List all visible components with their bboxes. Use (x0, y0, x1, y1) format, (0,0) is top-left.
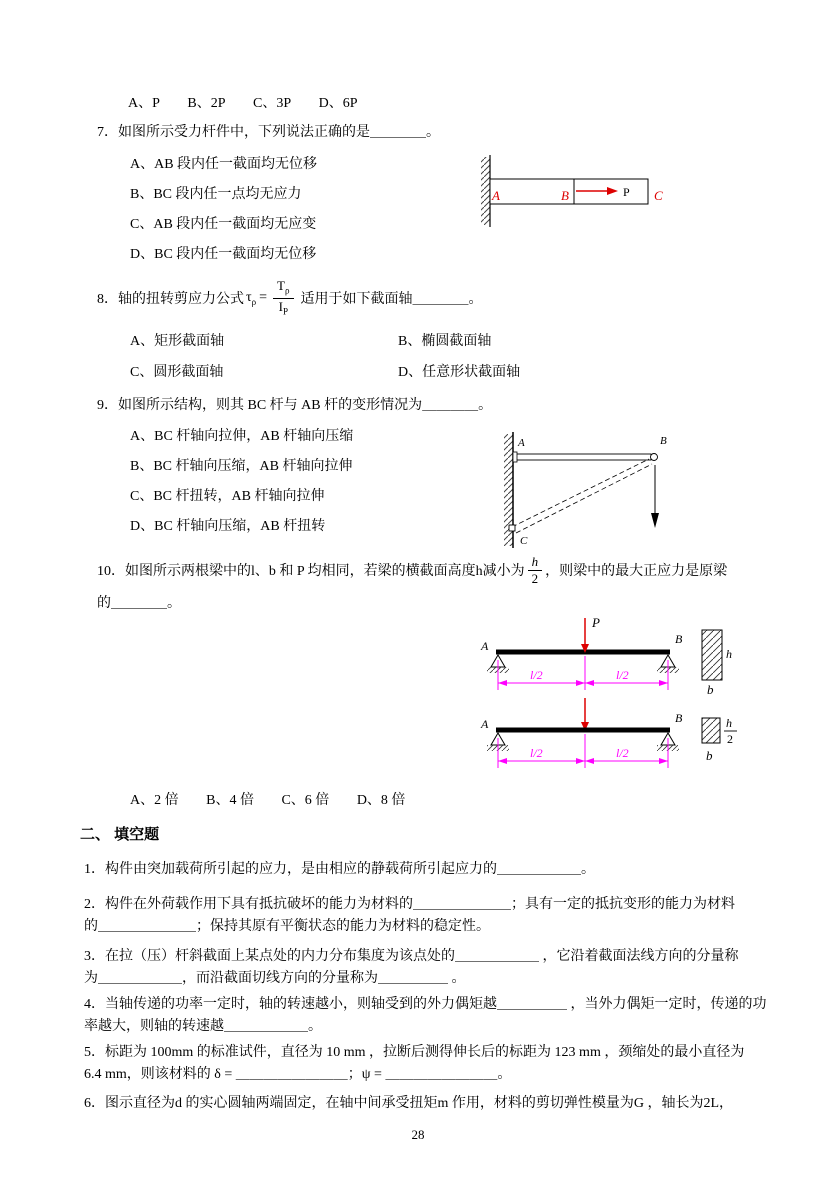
q9-label-c: C (520, 535, 528, 547)
q10-fraction (528, 555, 543, 585)
q8-stem-suffix: 适用于如下截面轴＿＿＿＿。 (300, 292, 483, 307)
q10-option-c: C、6 倍 (281, 793, 330, 808)
prev-option-b: B、2P (187, 96, 226, 111)
q8-equals: = (259, 290, 268, 305)
beam1-label-b: B (675, 632, 683, 646)
q8-tau-sub: ρ (251, 296, 257, 307)
q7-stem: 7．如图所示受力杆件中，下列说法正确的是＿＿＿＿。 (97, 125, 440, 140)
beam2-cs-b-label: b (706, 748, 713, 763)
q8-option-c: C、圆形截面轴 (130, 365, 224, 380)
q7-force-label: P (623, 185, 630, 199)
q9-option-d: D、BC 杆轴向压缩，AB 杆扭转 (130, 519, 326, 534)
q8-den-main: I (278, 298, 283, 314)
q9-joint-b (651, 454, 658, 461)
q8-option-d: D、任意形状截面轴 (398, 365, 521, 380)
q8-option-b: B、椭圆截面轴 (398, 334, 492, 349)
q9-figure (496, 428, 676, 552)
beam2-dim-left-label: l/2 (530, 746, 543, 760)
q9-bar-ab (513, 454, 651, 460)
prev-question-options (128, 92, 382, 112)
q10-option-d: D、8 倍 (356, 793, 406, 808)
q8-tau: τ (246, 289, 252, 305)
fill-q5-line1: 5．标距为 100mm 的标准试件，直径为 10 mm ，拉断后测得伸长后的标距为 123 mm ，颈缩处的最小直径为 (84, 1045, 745, 1060)
q10-fraction-numerator: h (528, 555, 543, 571)
q10-stem-part1: 10．如图所示两根梁中的l、b 和 P 均相同，若梁的横截面高度h减小为 (97, 564, 525, 579)
page-number: 28 (411, 1127, 425, 1142)
beam2-cross-section (702, 718, 720, 743)
fill-q1-line1: 1．构件由突加载荷所引起的应力，是由相应的静载荷所引起应力的＿＿＿＿＿＿。 (84, 862, 595, 877)
q8-den-sub: P (282, 306, 288, 317)
prev-option-c: C、3P (253, 96, 292, 111)
q10-stem-line2: 的＿＿＿＿。 (97, 596, 181, 611)
q9-joint-c (509, 525, 515, 531)
beam2-cs-frac-den: 2 (727, 732, 733, 746)
q7-option-a: A、AB 段内任一截面均无位移 (130, 157, 318, 172)
fill-q5-line2: 6.4 mm，则该材料的 δ = ＿＿＿＿＿＿＿＿；ψ = ＿＿＿＿＿＿＿＿。 (84, 1067, 512, 1082)
q7-wall-hatch (481, 157, 490, 225)
q8-options (130, 331, 520, 383)
q7-label-a: A (492, 188, 500, 203)
fill-q2 (84, 894, 780, 938)
q8-fraction-numerator (273, 279, 293, 298)
q9-load-arrowhead (651, 513, 659, 528)
beam2-dim-right-label: l/2 (616, 746, 629, 760)
fill-q4-line2: 率越大，则轴的转速越＿＿＿＿＿＿。 (84, 1019, 322, 1034)
q8-stem-prefix: 8．轴的扭转剪应力公式 (97, 292, 244, 307)
q9-option-c: C、BC 杆扭转，AB 杆轴向拉伸 (130, 489, 325, 504)
beam1-cs-b-label: b (707, 682, 714, 697)
fill-q6-line1: 6．图示直径为d 的实心圆轴两端固定，在轴中间承受扭矩m 作用，材料的剪切弹性模量为G ，轴长为2L， (84, 1096, 734, 1111)
q8-num-sub: ρ (285, 286, 290, 297)
beam1-dim-right-label: l/2 (616, 668, 629, 682)
q7-label-b: B (561, 188, 569, 203)
fill-q3-line2: 为＿＿＿＿＿＿，而沿截面切线方向的分量称为＿＿＿＿＿ 。 (84, 971, 466, 986)
q9-bar-cb-line2 (512, 459, 649, 527)
beam2-label-a: A (481, 717, 489, 731)
fill-q3-line1: 3．在拉（压）杆斜截面上某点处的内力分布集度为该点处的＿＿＿＿＿＿ ，它沿着截面法线方向的分量称 (84, 949, 739, 964)
prev-option-a: A、P (128, 96, 160, 111)
beam1-force-label: P (592, 615, 600, 630)
beam1-cross-section (702, 630, 722, 680)
q8-fraction-denominator (273, 299, 293, 317)
q9-joint-a (513, 452, 517, 462)
q8-stem (97, 270, 483, 326)
fill-q6 (84, 1093, 780, 1115)
q10-option-b: B、4 倍 (206, 793, 254, 808)
fill-q4 (84, 994, 780, 1038)
beam2-label-b: B (675, 711, 683, 725)
fill-q1 (84, 859, 780, 881)
fill-q2-line2: 的＿＿＿＿＿＿＿；保持其原有平衡状态的能力为材料的稳定性。 (84, 919, 490, 934)
prev-option-d: D、6P (318, 96, 358, 111)
q9-label-a: A (518, 437, 525, 449)
q7-option-b: B、BC 段内任一点均无应力 (130, 187, 302, 202)
q7-option-d: D、BC 段内任一截面均无位移 (130, 247, 317, 262)
q10-option-a: A、2 倍 (130, 793, 179, 808)
q7-figure (478, 153, 673, 231)
q10-stem-part2: ，则梁中的最大正应力是原梁 (545, 564, 728, 579)
beam2-cs-frac-num: h (726, 716, 732, 730)
q9-stem: 9．如图所示结构，则其 BC 杆与 AB 杆的变形情况为＿＿＿＿。 (97, 398, 493, 413)
q8-formula-lhs (246, 290, 256, 307)
q9-options (130, 422, 353, 542)
beam2-dimension-lines (498, 734, 668, 768)
fill-q5 (84, 1042, 780, 1086)
q10-stem (97, 548, 727, 592)
q9-option-b: B、BC 杆轴向压缩，AB 杆轴向拉伸 (130, 459, 353, 474)
q9-bar-cb-line1 (516, 464, 652, 533)
fill-q4-line1: 4．当轴传递的功率一定时，轴的转速越小，则轴受到的外力偶矩越＿＿＿＿＿ ，当外力偶矩一定时，传递的功 (84, 997, 767, 1012)
q8-option-a: A、矩形截面轴 (130, 334, 225, 349)
beam1-label-a: A (481, 639, 489, 653)
q10-fraction-denominator: 2 (531, 570, 539, 586)
q7-options (130, 150, 317, 270)
beam1-dim-left-label: l/2 (530, 668, 543, 682)
beam1-dimension-lines (498, 656, 668, 690)
q7-option-c: C、AB 段内任一截面均无应变 (130, 217, 317, 232)
q7-label-c: C (654, 188, 663, 203)
fill-q2-line1: 2．构件在外荷载作用下具有抵抗破坏的能力为材料的＿＿＿＿＿＿＿；具有一定的抵抗变形的能力为材料 (84, 897, 735, 912)
q9-label-b: B (660, 435, 667, 447)
q9-option-a: A、BC 杆轴向拉伸，AB 杆轴向压缩 (130, 429, 354, 444)
q8-num-main: T (277, 278, 285, 294)
q10-figure (468, 610, 783, 782)
beam1-cs-h-label: h (726, 647, 732, 661)
fill-q3 (84, 946, 780, 990)
fill-section-header: 二、 填空题 (80, 826, 160, 843)
q10-options (130, 789, 429, 809)
q8-fraction (273, 279, 293, 316)
